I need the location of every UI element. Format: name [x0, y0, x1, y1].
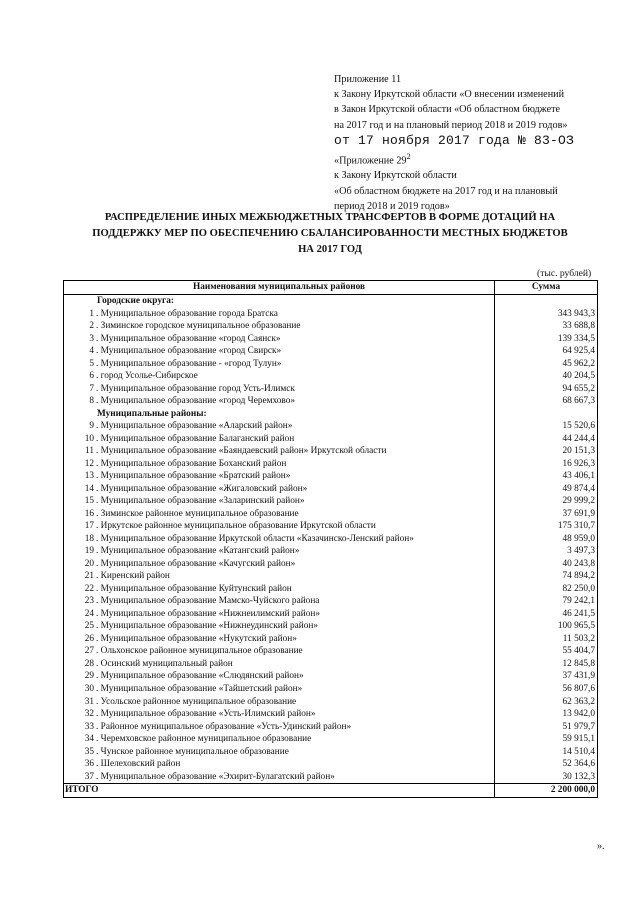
- table-row: [64, 520, 598, 533]
- municipality-name: Муниципальное образование «город Свирск»: [100, 346, 282, 357]
- row-name-cell: 7 . Муниципальное образование город Усть-Илимск: [64, 383, 495, 396]
- municipality-name: Муниципальное образование «город Саянск»: [100, 333, 281, 344]
- row-number: 9: [89, 421, 94, 432]
- total-label: ИТОГО: [64, 784, 495, 798]
- title-line: ПОДДЕРЖКУ МЕР ПО ОБЕСПЕЧЕНИЮ СБАЛАНСИРОВАННОСТИ МЕСТНЫХ БЮДЖЕТОВ: [92, 228, 568, 239]
- municipality-name: Муниципальное образование «Качугский район»: [100, 558, 296, 569]
- table-row: [64, 495, 598, 508]
- row-name-cell: 6 . город Усолье-Сибирское: [64, 370, 495, 383]
- table-row: [64, 358, 598, 371]
- row-name-cell: 11 . Муниципальное образование «Баяндаевский район» Иркутской области: [64, 445, 495, 458]
- row-sum-cell: 11 503,2: [495, 633, 598, 646]
- municipality-name: Ольхонское районное муниципальное образование: [100, 646, 303, 657]
- row-sum-cell: 100 965,5: [495, 620, 598, 633]
- row-number: 20: [84, 558, 94, 569]
- table-row: [64, 445, 598, 458]
- table-row: [64, 645, 598, 658]
- municipality-name: Шелеховский район: [100, 759, 181, 770]
- table-row: [64, 508, 598, 521]
- row-number: 14: [84, 483, 94, 494]
- row-number: 6: [89, 371, 94, 382]
- header-line: на 2017 год и на плановый период 2018 и 2019 годов»: [334, 119, 568, 131]
- municipality-name: Муниципальное образование «Жигаловский район»: [100, 483, 308, 494]
- row-name-cell: 35 . Чунское районное муниципальное образование: [64, 746, 495, 759]
- row-name-cell: 34 . Черемховское районное муниципальное образование: [64, 733, 495, 746]
- row-number: 12: [84, 458, 94, 469]
- row-sum-cell: 40 243,8: [495, 558, 598, 571]
- municipality-name: Муниципальное образование города Братска: [100, 308, 278, 319]
- row-sum-cell: 44 244,4: [495, 433, 598, 446]
- row-name-cell: 31 . Усольское районное муниципальное образование: [64, 696, 495, 709]
- row-number: 27: [84, 646, 94, 657]
- municipality-name: Муниципальное образование Балаганский район: [100, 433, 295, 444]
- row-name-cell: 29 . Муниципальное образование «Слюдянский район»: [64, 670, 495, 683]
- table-row: [64, 383, 598, 396]
- municipality-name: Муниципальное образование «Слюдянский район»: [100, 671, 304, 682]
- row-sum-cell: 37 691,9: [495, 508, 598, 521]
- row-name-cell: 32 . Муниципальное образование «Усть-Илимский район»: [64, 708, 495, 721]
- row-sum-cell: 33 688,8: [495, 320, 598, 333]
- table-row: [64, 658, 598, 671]
- municipality-name: Муниципальное образование Мамско-Чуйского района: [100, 596, 320, 607]
- row-number: 35: [84, 746, 94, 757]
- municipality-name: Муниципальное образование «город Черемхово»: [100, 396, 296, 407]
- table-body: [64, 295, 598, 798]
- row-sum-cell: 175 310,7: [495, 520, 598, 533]
- row-name-cell: 37 . Муниципальное образование «Эхирит-Булагатский район»: [64, 771, 495, 784]
- table-row: [64, 670, 598, 683]
- row-sum-cell: 94 655,2: [495, 383, 598, 396]
- ref-line: период 2018 и 2019 годов»: [334, 200, 450, 212]
- appendix-prefix: «Приложение 29: [334, 155, 407, 167]
- row-number: 30: [84, 683, 94, 694]
- header-line: к Закону Иркутской области «О внесении изменений: [334, 89, 565, 101]
- row-sum-cell: 13 942,0: [495, 708, 598, 721]
- row-name-cell: 14 . Муниципальное образование «Жигаловский район»: [64, 483, 495, 496]
- ref-line: к Закону Иркутской области: [334, 170, 457, 182]
- row-name-cell: 8 . Муниципальное образование «город Черемхово»: [64, 395, 495, 408]
- table-row: [64, 333, 598, 346]
- table-row: [64, 470, 598, 483]
- row-sum-cell: 51 979,7: [495, 721, 598, 734]
- municipality-name: Чунское районное муниципальное образование: [100, 746, 289, 757]
- municipality-name: Усольское районное муниципальное образование: [100, 696, 297, 707]
- distribution-table: [63, 280, 598, 798]
- table-row: [64, 696, 598, 709]
- table-row: [64, 433, 598, 446]
- municipality-name: Муниципальное образование «Усть-Илимский район»: [100, 709, 316, 720]
- row-number: 32: [84, 709, 94, 720]
- row-name-cell: 33 . Районное муниципальное образование «Усть-Удинский район»: [64, 721, 495, 734]
- row-sum-cell: 68 667,3: [495, 395, 598, 408]
- row-number: 23: [84, 596, 94, 607]
- municipality-name: Муниципальное образование Боханский район: [100, 458, 287, 469]
- row-name-cell: 5 . Муниципальное образование - «город Тулун»: [64, 358, 495, 371]
- row-sum-cell: 45 962,2: [495, 358, 598, 371]
- row-sum-cell: 15 520,6: [495, 420, 598, 433]
- row-number: 15: [84, 496, 94, 507]
- municipality-name: Муниципальное образование «Братский район»: [100, 471, 291, 482]
- row-name-cell: 28 . Осинский муниципальный район: [64, 658, 495, 671]
- header-line: в Закон Иркутской области «Об областном бюджете: [334, 104, 561, 116]
- row-sum-cell: 37 431,9: [495, 670, 598, 683]
- table-row: [64, 733, 598, 746]
- row-sum-cell: 14 510,4: [495, 746, 598, 759]
- table-row: [64, 533, 598, 546]
- row-number: 31: [84, 696, 94, 707]
- row-sum-cell: 49 874,4: [495, 483, 598, 496]
- row-sum-cell: 139 334,5: [495, 333, 598, 346]
- row-number: 33: [84, 721, 94, 732]
- row-name-cell: 22 . Муниципальное образование Куйтунский район: [64, 583, 495, 596]
- row-number: 37: [84, 771, 94, 782]
- row-number: 25: [84, 621, 94, 632]
- header-line: Приложение 11: [334, 74, 402, 85]
- row-number: 4: [89, 346, 94, 357]
- row-sum-cell: 48 959,0: [495, 533, 598, 546]
- row-sum-cell: 79 242,1: [495, 595, 598, 608]
- table-row: [64, 708, 598, 721]
- row-name-cell: 9 . Муниципальное образование «Аларский район»: [64, 420, 495, 433]
- municipality-name: Зиминское районное муниципальное образование: [100, 508, 299, 519]
- row-number: 3: [89, 333, 94, 344]
- municipality-name: Муниципальное образование город Усть-Илимск: [100, 383, 295, 394]
- group-sum-empty: [495, 295, 598, 308]
- row-number: 29: [84, 671, 94, 682]
- row-name-cell: 18 . Муниципальное образование Иркутской области «Казачинско-Ленский район»: [64, 533, 495, 546]
- row-name-cell: 16 . Зиминское районное муниципальное образование: [64, 508, 495, 521]
- row-sum-cell: 343 943,3: [495, 308, 598, 321]
- row-number: 2: [89, 321, 94, 332]
- table-row: [64, 320, 598, 333]
- row-number: 22: [84, 583, 94, 594]
- row-sum-cell: 16 926,3: [495, 458, 598, 471]
- row-sum-cell: 59 915,1: [495, 733, 598, 746]
- municipality-name: Муниципальное образование Куйтунский район: [100, 583, 292, 594]
- row-sum-cell: 30 132,3: [495, 771, 598, 784]
- group-label: Муниципальные районы:: [64, 408, 495, 421]
- closing-quote-mark: ».: [597, 841, 605, 852]
- row-sum-cell: 3 497,3: [495, 545, 598, 558]
- row-sum-cell: 40 204,5: [495, 370, 598, 383]
- row-number: 34: [84, 734, 94, 745]
- table-row: [64, 771, 598, 784]
- municipality-name: Муниципальное образование «Нукутский район»: [100, 633, 297, 644]
- total-sum: 2 200 000,0: [495, 784, 598, 798]
- row-name-cell: 25 . Муниципальное образование «Нижнеудинский район»: [64, 620, 495, 633]
- row-number: 11: [85, 446, 94, 457]
- municipality-name: Муниципальное образование «Баяндаевский район» Иркутской области: [100, 446, 387, 457]
- table-row: [64, 683, 598, 696]
- title-line: НА 2017 ГОД: [298, 244, 362, 255]
- municipality-name: Осинский муниципальный район: [100, 658, 233, 669]
- municipality-name: Черемховское районное муниципальное образование: [100, 734, 312, 745]
- table-row: [64, 583, 598, 596]
- row-name-cell: 19 . Муниципальное образование «Катангский район»: [64, 545, 495, 558]
- row-number: 21: [84, 571, 94, 582]
- table-row: [64, 633, 598, 646]
- group-row-districts: [64, 408, 598, 421]
- document-title: [80, 210, 580, 258]
- row-number: 16: [84, 508, 94, 519]
- row-name-cell: 10 . Муниципальное образование Балаганский район: [64, 433, 495, 446]
- municipality-name: Районное муниципальное образование «Усть-Удинский район»: [100, 721, 352, 732]
- row-name-cell: 20 . Муниципальное образование «Качугский район»: [64, 558, 495, 571]
- appendix-superscript: 2: [406, 150, 411, 161]
- units-label: (тыс. рублей): [537, 268, 592, 279]
- row-sum-cell: 82 250,0: [495, 583, 598, 596]
- municipality-name: Муниципальное образование «Тайшетский район»: [100, 683, 303, 694]
- table-row: [64, 395, 598, 408]
- row-sum-cell: 52 364,6: [495, 758, 598, 771]
- municipality-name: Муниципальное образование «Нижнеилимский район»: [100, 608, 320, 619]
- column-header-sum: Сумма: [495, 281, 598, 295]
- total-row: [64, 784, 598, 798]
- row-number: 19: [84, 546, 94, 557]
- row-name-cell: 30 . Муниципальное образование «Тайшетский район»: [64, 683, 495, 696]
- row-name-cell: 3 . Муниципальное образование «город Саянск»: [64, 333, 495, 346]
- row-sum-cell: 46 241,5: [495, 608, 598, 621]
- row-sum-cell: 62 363,2: [495, 696, 598, 709]
- table-row: [64, 758, 598, 771]
- municipality-name: Муниципальное образование «Эхирит-Булагатский район»: [100, 771, 335, 782]
- row-name-cell: 17 . Иркутское районное муниципальное образование Иркутской области: [64, 520, 495, 533]
- municipality-name: Муниципальное образование - «город Тулун»: [100, 358, 282, 369]
- row-name-cell: 27 . Ольхонское районное муниципальное образование: [64, 645, 495, 658]
- row-name-cell: 23 . Муниципальное образование Мамско-Чуйского района: [64, 595, 495, 608]
- table-row: [64, 595, 598, 608]
- title-line: РАСПРЕДЕЛЕНИЕ ИНЫХ МЕЖБЮДЖЕТНЫХ ТРАНСФЕРТОВ В ФОРМЕ ДОТАЦИЙ НА: [104, 212, 556, 223]
- row-number: 1: [89, 308, 94, 319]
- table-header-row: [64, 281, 598, 295]
- table-row: [64, 420, 598, 433]
- row-number: 7: [89, 383, 94, 394]
- municipality-name: Иркутское районное муниципальное образование Иркутской области: [100, 521, 376, 532]
- table-row: [64, 620, 598, 633]
- row-name-cell: 21 . Киренский район: [64, 570, 495, 583]
- law-reference-header: [334, 72, 624, 214]
- table-row: [64, 545, 598, 558]
- table-row: [64, 746, 598, 759]
- municipality-name: Муниципальное образование «Аларский район»: [100, 421, 293, 432]
- row-sum-cell: 43 406,1: [495, 470, 598, 483]
- group-sum-empty: [495, 408, 598, 421]
- table-row: [64, 483, 598, 496]
- row-sum-cell: 55 404,7: [495, 645, 598, 658]
- row-name-cell: 15 . Муниципальное образование «Заларинский район»: [64, 495, 495, 508]
- table-row: [64, 370, 598, 383]
- table-row: [64, 570, 598, 583]
- row-name-cell: 36 . Шелеховский район: [64, 758, 495, 771]
- row-number: 17: [84, 521, 94, 532]
- row-sum-cell: 74 894,2: [495, 570, 598, 583]
- row-sum-cell: 64 925,4: [495, 345, 598, 358]
- table-row: [64, 608, 598, 621]
- law-date-number: от 17 ноября 2017 года № 83-ОЗ: [334, 132, 575, 148]
- row-name-cell: 12 . Муниципальное образование Боханский район: [64, 458, 495, 471]
- municipality-name: Зиминское городское муниципальное образование: [100, 321, 301, 332]
- table-row: [64, 721, 598, 734]
- row-sum-cell: 29 999,2: [495, 495, 598, 508]
- municipality-name: Муниципальное образование «Нижнеудинский район»: [100, 621, 319, 632]
- municipality-name: город Усолье-Сибирское: [100, 371, 198, 382]
- table-row: [64, 345, 598, 358]
- row-number: 8: [89, 396, 94, 407]
- row-sum-cell: 20 151,3: [495, 445, 598, 458]
- municipality-name: Муниципальное образование «Катангский район»: [100, 546, 300, 557]
- row-number: 10: [84, 433, 94, 444]
- municipality-name: Муниципальное образование «Заларинский район»: [100, 496, 305, 507]
- row-name-cell: 24 . Муниципальное образование «Нижнеилимский район»: [64, 608, 495, 621]
- appendix-label: [334, 149, 624, 169]
- group-label: Городские округа:: [64, 295, 495, 308]
- column-header-name: Наименования муниципальных районов: [64, 281, 495, 295]
- row-number: 18: [84, 533, 94, 544]
- row-number: 5: [89, 358, 94, 369]
- municipality-name: Муниципальное образование Иркутской области «Казачинско-Ленский район»: [100, 533, 414, 544]
- table-row: [64, 308, 598, 321]
- row-name-cell: 1 . Муниципальное образование города Братска: [64, 308, 495, 321]
- row-name-cell: 13 . Муниципальное образование «Братский район»: [64, 470, 495, 483]
- row-name-cell: 2 . Зиминское городское муниципальное образование: [64, 320, 495, 333]
- row-number: 28: [84, 658, 94, 669]
- municipality-name: Киренский район: [100, 571, 170, 582]
- row-name-cell: 4 . Муниципальное образование «город Свирск»: [64, 345, 495, 358]
- table-row: [64, 458, 598, 471]
- row-number: 13: [84, 471, 94, 482]
- group-row-urban: [64, 295, 598, 308]
- row-sum-cell: 12 845,8: [495, 658, 598, 671]
- table-row: [64, 558, 598, 571]
- row-sum-cell: 56 807,6: [495, 683, 598, 696]
- row-name-cell: 26 . Муниципальное образование «Нукутский район»: [64, 633, 495, 646]
- ref-line: «Об областном бюджете на 2017 год и на плановый: [334, 185, 558, 197]
- row-number: 36: [84, 759, 94, 770]
- row-number: 24: [84, 608, 94, 619]
- row-number: 26: [84, 633, 94, 644]
